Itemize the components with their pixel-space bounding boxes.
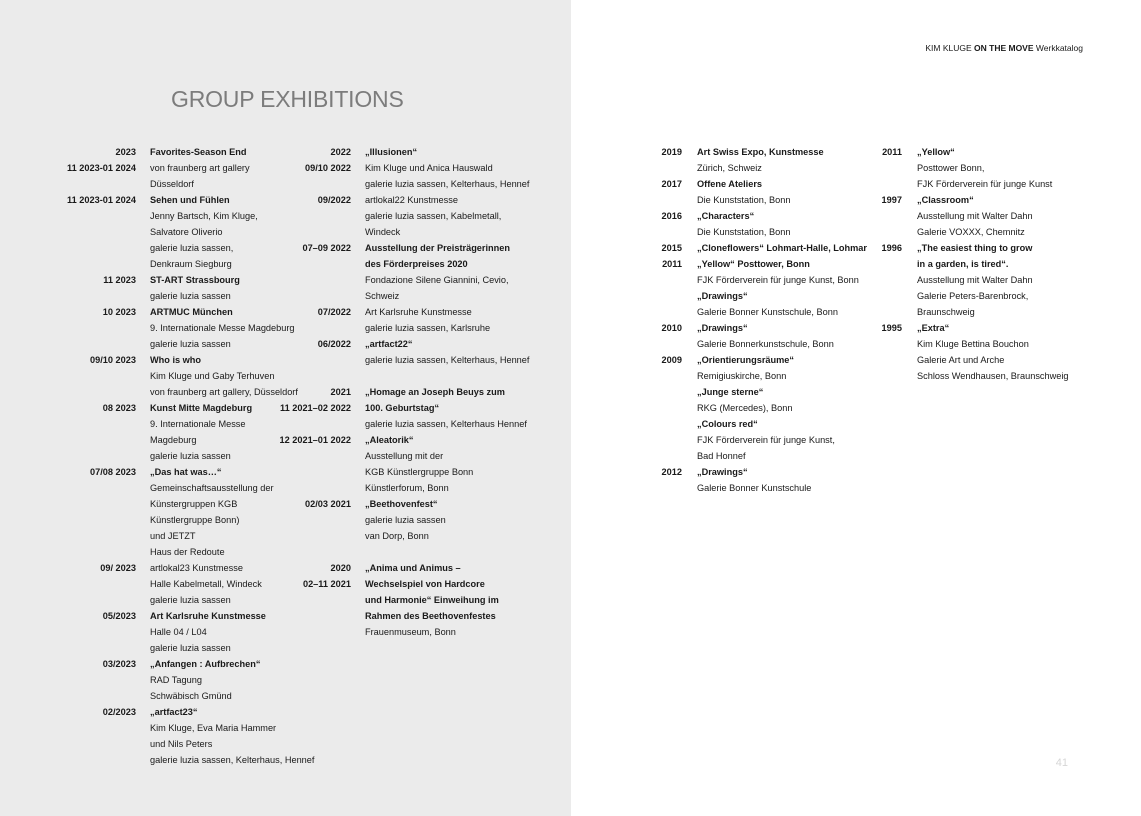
exhibition-text: Sehen und Fühlen [150,195,230,205]
exhibition-date: 09/10 2022 [305,163,351,173]
exhibition-date: 2015 [661,243,682,253]
exhibition-text: galerie luzia sassen [150,643,231,653]
exhibition-text: Art Swiss Expo, Kunstmesse [697,147,824,157]
exhibition-date: 11 2021–02 2022 [279,403,351,413]
exhibition-text: Künstergruppen KGB [150,499,238,509]
exhibition-text: galerie luzia sassen [150,451,231,461]
exhibition-text: „Classroom“ [917,195,974,205]
exhibition-text: „Beethovenfest“ [365,499,438,509]
exhibition-text: Ausstellung mit Walter Dahn [917,275,1033,285]
exhibition-date: 02/03 2021 [305,499,351,509]
exhibition-text: Zürich, Schweiz [697,163,762,173]
exhibition-date: 2019 [661,147,682,157]
exhibition-text: Bad Honnef [697,451,746,461]
exhibition-text: galerie luzia sassen, Kelterhaus Hennef [365,419,527,429]
exhibition-text: Favorites-Season End [150,147,247,157]
exhibition-date: 07/08 2023 [90,467,136,477]
exhibition-text: Galerie VOXXX, Chemnitz [917,227,1025,237]
exhibition-date: 2023 [115,147,136,157]
exhibition-text: Braunschweig [917,307,975,317]
exhibition-text: Schwäbisch Gmünd [150,691,232,701]
exhibition-text: Posttower Bonn, [917,163,985,173]
right-page [571,0,1141,816]
exhibition-date: 11 2023-01 2024 [67,195,136,205]
exhibition-text: in a garden, is tired“. [917,259,1009,269]
running-header [925,43,1083,53]
exhibition-text: Halle 04 / L04 [150,627,207,637]
exhibition-text: Ausstellung der Preisträgerinnen [365,243,510,253]
exhibition-text: Schweiz [365,291,400,301]
exhibition-date: 07–09 2022 [302,243,351,253]
exhibition-date: 2011 [662,259,682,269]
exhibition-text: Art Karlsruhe Kunstmesse [150,611,266,621]
exhibition-text: „Yellow“ Posttower, Bonn [697,259,810,269]
exhibition-text: galerie luzia sassen, Kelterhaus, Hennef [150,755,315,765]
exhibition-text: Magdeburg [150,435,197,445]
exhibition-text: und Harmonie“ Einweihung im [365,595,499,605]
exhibition-text: FJK Förderverein für junge Kunst, Bonn [697,275,859,285]
exhibition-date: 2022 [330,147,351,157]
exhibition-text: Haus der Redoute [150,547,225,557]
exhibition-text: „Cloneflowers“ Lohmart-Halle, Lohmar [697,243,867,253]
exhibition-text: Die Kunststation, Bonn [697,227,791,237]
exhibition-text: „Orientierungsräume“ [697,355,795,365]
exhibition-text: Fondazione Silene Giannini, Cevio, [365,275,509,285]
exhibition-text: „The easiest thing to grow [917,243,1033,253]
exhibition-date: 10 2023 [102,307,136,317]
exhibition-text: 9. Internationale Messe Magdeburg [150,323,295,333]
exhibition-date: 02–11 2021 [302,579,351,589]
exhibition-text: 100. Geburtstag“ [365,403,440,413]
exhibition-text: KGB Künstlergruppe Bonn [365,467,474,477]
exhibition-text: Art Karlsruhe Kunstmesse [365,307,472,317]
header-title: ON THE MOVE [974,43,1034,53]
exhibition-text: „Drawings“ [697,467,748,477]
exhibition-date: 07/2022 [317,307,351,317]
exhibition-text: „Yellow“ [917,147,955,157]
exhibition-date: 2010 [661,323,682,333]
exhibition-text: Gemeinschaftsausstellung der [150,483,274,493]
exhibition-text: FJK Förderverein für junge Kunst [917,179,1053,189]
exhibition-text: Düsseldorf [150,179,194,189]
exhibition-text: Ausstellung mit Walter Dahn [917,211,1033,221]
exhibition-text: Offene Ateliers [697,179,763,189]
exhibition-date: 03/2023 [102,659,136,669]
exhibition-text: Windeck [365,227,401,237]
exhibition-text: Denkraum Siegburg [150,259,232,269]
exhibition-text: „Illusionen“ [365,147,418,157]
exhibition-text: galerie luzia sassen, Karlsruhe [365,323,491,333]
exhibition-text: galerie luzia sassen [150,291,231,301]
exhibition-date: 09/10 2023 [90,355,136,365]
exhibition-text: „artfact23“ [150,707,198,717]
exhibition-text: und Nils Peters [150,739,213,749]
exhibition-text: Wechselspiel von Hardcore [365,579,485,589]
exhibition-text: Kim Kluge, Eva Maria Hammer [150,723,277,733]
exhibition-text: Künstlergruppe Bonn) [150,515,240,525]
exhibition-date: 08 2023 [102,403,136,413]
page-title: GROUP EXHIBITIONS [171,86,404,112]
exhibition-date: 2009 [661,355,682,365]
header-subtitle: Werkkatalog [1035,43,1083,53]
exhibition-text: Frauenmuseum, Bonn [365,627,456,637]
exhibition-date: 1997 [881,195,902,205]
exhibition-text: „Colours red“ [697,419,758,429]
exhibition-text: Halle Kabelmetall, Windeck [150,579,262,589]
exhibition-date: 11 2023 [103,275,136,285]
exhibition-text: „Anima und Animus – [365,563,461,573]
exhibition-text: artlokal23 Kunstmesse [150,563,243,573]
exhibition-text: „Characters“ [697,211,755,221]
exhibition-date: 06/2022 [317,339,351,349]
exhibition-text: FJK Förderverein für junge Kunst, [697,435,835,445]
exhibition-text: Galerie Bonner Kunstschule, Bonn [697,307,838,317]
exhibition-text: „Homage an Joseph Beuys zum [365,387,505,397]
exhibition-text: Galerie Peters-Barenbrock, [917,291,1029,301]
exhibition-text: van Dorp, Bonn [365,531,429,541]
exhibition-text: RAD Tagung [150,675,202,685]
page-number: 41 [1055,757,1068,769]
header-author: KIM KLUGE [925,43,972,53]
exhibition-text: Kim Kluge und Anica Hauswald [365,163,493,173]
exhibition-text: Künstlerforum, Bonn [365,483,449,493]
exhibition-text: Kunst Mitte Magdeburg [150,403,253,413]
exhibition-text: des Förderpreises 2020 [365,259,468,269]
exhibition-date: 2011 [882,147,902,157]
exhibition-date: 1996 [881,243,902,253]
exhibition-text: Galerie Bonner Kunstschule [697,483,812,493]
exhibition-text: Ausstellung mit der [365,451,444,461]
exhibition-date: 2016 [661,211,682,221]
exhibition-text: galerie luzia sassen [150,339,231,349]
exhibition-text: ST-ART Strassbourg [150,275,240,285]
exhibition-text: galerie luzia sassen, Kabelmetall, [365,211,502,221]
exhibition-text: Galerie Bonnerkunstschule, Bonn [697,339,834,349]
exhibition-text: artlokal22 Kunstmesse [365,195,458,205]
exhibition-date: 12 2021–01 2022 [279,435,351,445]
exhibition-date: 1995 [881,323,902,333]
exhibition-text: „Das hat was…“ [150,467,222,477]
exhibition-text: galerie luzia sassen [150,595,231,605]
exhibition-text: Schloss Wendhausen, Braunschweig [917,371,1069,381]
exhibition-text: galerie luzia sassen, Kelterhaus, Hennef [365,179,530,189]
exhibition-text: Jenny Bartsch, Kim Kluge, [150,211,258,221]
exhibition-text: Galerie Art und Arche [917,355,1005,365]
exhibition-text: „Drawings“ [697,323,748,333]
exhibition-text: galerie luzia sassen, Kelterhaus, Hennef [365,355,530,365]
exhibition-date: 02/2023 [102,707,136,717]
exhibition-text: ARTMUC München [150,307,233,317]
exhibition-text: „Drawings“ [697,291,748,301]
exhibition-date: 2012 [661,467,682,477]
exhibition-date: 09/ 2023 [100,563,136,573]
exhibition-text: Kim Kluge Bettina Bouchon [917,339,1029,349]
exhibition-text: Rahmen des Beethovenfestes [365,611,496,621]
exhibition-text: 9. Internationale Messe [150,419,246,429]
exhibition-text: RKG (Mercedes), Bonn [697,403,793,413]
exhibition-text: von fraunberg art gallery [150,163,250,173]
exhibition-date: 09/2022 [317,195,351,205]
exhibition-text: Who is who [150,355,202,365]
exhibition-date: 11 2023-01 2024 [67,163,136,173]
exhibition-text: Die Kunststation, Bonn [697,195,791,205]
exhibition-text: von fraunberg art gallery, Düsseldorf [150,387,298,397]
exhibition-text: „artfact22“ [365,339,413,349]
exhibition-text: Kim Kluge und Gaby Terhuven [150,371,275,381]
exhibition-date: 05/2023 [102,611,136,621]
exhibition-text: „Junge sterne“ [697,387,764,397]
exhibition-text: Salvatore Oliverio [150,227,223,237]
exhibition-text: galerie luzia sassen, [150,243,234,253]
exhibition-date: 2017 [661,179,682,189]
exhibition-text: „Extra“ [917,323,950,333]
exhibition-text: und JETZT [150,531,196,541]
exhibition-text: „Anfangen : Aufbrechen“ [150,659,261,669]
exhibition-date: 2020 [330,563,351,573]
exhibition-text: „Aleatorik“ [365,435,414,445]
exhibition-date: 2021 [330,387,351,397]
exhibition-text: Remigiuskirche, Bonn [697,371,787,381]
exhibition-text: galerie luzia sassen [365,515,446,525]
